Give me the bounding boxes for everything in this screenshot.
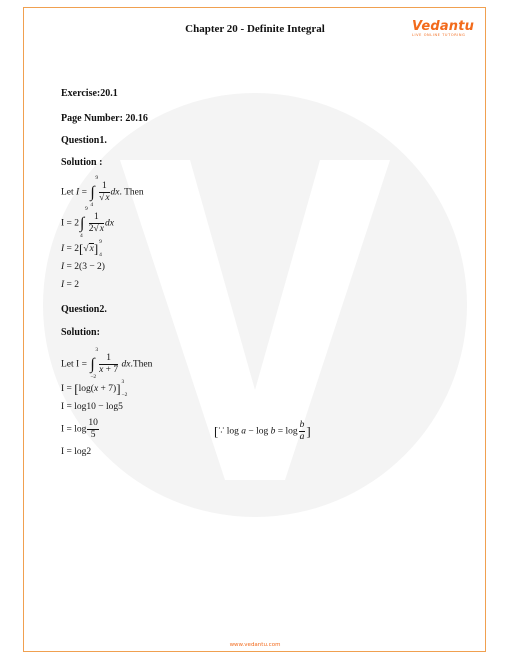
question-2-solution-label: Solution: — [61, 327, 100, 338]
chapter-title: Chapter 20 - Definite Integral — [185, 23, 325, 35]
question-2-heading: Question2. — [61, 304, 107, 315]
q1-step-2: I = 2∫ 9 4 $\frac{1}{2√x}$ dx — [61, 205, 114, 239]
log-rule-hint: [∵ log a − log b = log $\frac{b}{a}$ ] — [214, 420, 311, 442]
q1-step-4: I = 2(3 − 2) — [61, 262, 105, 272]
footer-url[interactable]: www.vedantu.com — [229, 642, 281, 648]
q2-step-4: I = log $\frac{10}{5}$ — [61, 418, 98, 440]
logo-wordmark: Vedantu — [412, 19, 475, 34]
q1-step-5: I = 2 — [61, 280, 80, 290]
q2-step-2: I = [log(x + 7)] 3 −2 — [61, 379, 128, 398]
question-1-heading: Question1. — [61, 135, 107, 146]
q2-step-5: I = log2 — [61, 447, 92, 457]
q2-step-3: I = log10 − log5 — [61, 402, 123, 412]
page-number-label: Page Number: 20.16 — [61, 113, 148, 124]
q1-step-3: I = 2[√x] 9 4 — [61, 239, 102, 258]
exercise-label: Exercise:20.1 — [61, 88, 118, 99]
q1-step-1: Let I = ∫ 9 4 $\frac{1}{√x}$ dx. Then — [61, 174, 144, 208]
logo-tagline: LIVE ONLINE TUTORING — [412, 33, 466, 37]
q2-step-1: Let I = ∫ 3 −2 $\frac{1}{x + 7}$ dx.Then — [61, 346, 153, 380]
question-1-solution-label: Solution : — [61, 157, 103, 168]
vedantu-logo[interactable] — [412, 19, 474, 37]
